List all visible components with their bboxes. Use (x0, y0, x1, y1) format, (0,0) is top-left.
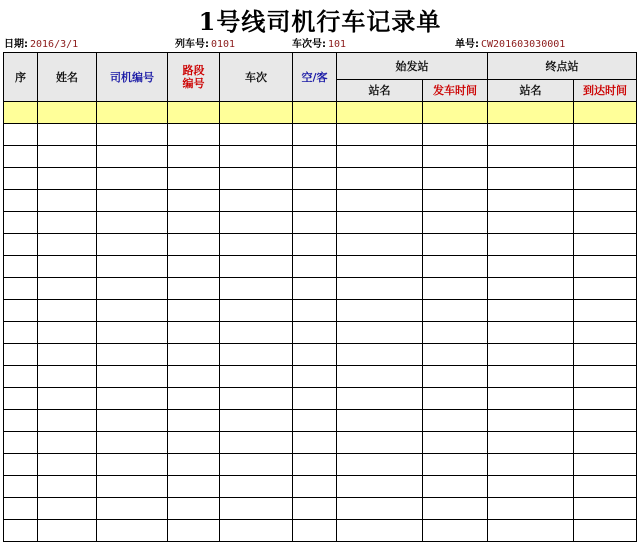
cell-empty-passenger[interactable] (293, 168, 337, 190)
cell-arrive-time[interactable] (574, 520, 637, 542)
cell-origin-station[interactable] (337, 256, 423, 278)
cell-seq[interactable] (4, 432, 38, 454)
cell-terminal-station[interactable] (488, 476, 574, 498)
cell-origin-station[interactable] (337, 278, 423, 300)
cell-name[interactable] (38, 388, 97, 410)
trip-number-value: 101 (328, 39, 347, 50)
cell-trip[interactable] (220, 432, 293, 454)
cell-driver-id[interactable] (97, 190, 168, 212)
trip-number-label: 车次号: (292, 39, 326, 50)
cell-driver-id[interactable] (97, 168, 168, 190)
cell-section-id[interactable] (168, 124, 220, 146)
cell-trip[interactable] (220, 322, 293, 344)
cell-origin-station[interactable] (337, 212, 423, 234)
cell-section-id[interactable] (168, 234, 220, 256)
table-row (4, 168, 637, 190)
cell-name[interactable] (38, 498, 97, 520)
cell-terminal-station[interactable] (488, 322, 574, 344)
cell-seq[interactable] (4, 322, 38, 344)
cell-driver-id[interactable] (97, 278, 168, 300)
cell-origin-station[interactable] (337, 454, 423, 476)
cell-origin-station[interactable] (337, 476, 423, 498)
cell-arrive-time[interactable] (574, 146, 637, 168)
cell-section-id[interactable] (168, 278, 220, 300)
cell-name[interactable] (38, 278, 97, 300)
cell-terminal-station[interactable] (488, 388, 574, 410)
cell-section-id[interactable] (168, 366, 220, 388)
cell-section-id[interactable] (168, 146, 220, 168)
cell-arrive-time[interactable] (574, 498, 637, 520)
cell-empty-passenger[interactable] (293, 190, 337, 212)
table-row (4, 366, 637, 388)
cell-empty-passenger[interactable] (293, 124, 337, 146)
cell-terminal-station[interactable] (488, 432, 574, 454)
cell-seq[interactable] (4, 366, 38, 388)
header-name: 姓名 (38, 53, 97, 102)
cell-seq[interactable] (4, 212, 38, 234)
table-row (4, 520, 637, 542)
cell-empty-passenger[interactable] (293, 388, 337, 410)
cell-depart-time[interactable] (423, 190, 488, 212)
table-row (4, 476, 637, 498)
cell-depart-time[interactable] (423, 256, 488, 278)
cell-origin-station[interactable] (337, 366, 423, 388)
cell-seq[interactable] (4, 498, 38, 520)
header-section-line2: 编号 (182, 77, 205, 90)
cell-empty-passenger[interactable] (293, 520, 337, 542)
cell-trip[interactable] (220, 212, 293, 234)
cell-trip[interactable] (220, 256, 293, 278)
cell-origin-station[interactable] (337, 146, 423, 168)
table-row (4, 278, 637, 300)
cell-trip[interactable] (220, 300, 293, 322)
cell-name[interactable] (38, 410, 97, 432)
cell-arrive-time[interactable] (574, 300, 637, 322)
cell-arrive-time[interactable] (574, 322, 637, 344)
cell-terminal-station[interactable] (488, 168, 574, 190)
cell-terminal-station[interactable] (488, 498, 574, 520)
header-driver-id: 司机编号 (97, 53, 168, 102)
table-row (4, 190, 637, 212)
cell-terminal-station[interactable] (488, 454, 574, 476)
cell-origin-station[interactable] (337, 234, 423, 256)
cell-name[interactable] (38, 366, 97, 388)
cell-origin-station[interactable] (337, 432, 423, 454)
cell-name[interactable] (38, 146, 97, 168)
cell-driver-id[interactable] (97, 146, 168, 168)
cell-name[interactable] (38, 520, 97, 542)
cell-seq[interactable] (4, 256, 38, 278)
cell-trip[interactable] (220, 498, 293, 520)
cell-arrive-time[interactable] (574, 388, 637, 410)
cell-trip[interactable] (220, 168, 293, 190)
cell-seq[interactable] (4, 146, 38, 168)
header-terminal-station: 站名 (488, 80, 574, 102)
cell-trip[interactable] (220, 190, 293, 212)
cell-section-id[interactable] (168, 410, 220, 432)
cell-trip[interactable] (220, 146, 293, 168)
table-row (4, 102, 637, 124)
table-row (4, 212, 637, 234)
header-arrive-time: 到达时间 (574, 80, 637, 102)
cell-name[interactable] (38, 476, 97, 498)
cell-empty-passenger[interactable] (293, 322, 337, 344)
cell-driver-id[interactable] (97, 344, 168, 366)
cell-terminal-station[interactable] (488, 366, 574, 388)
cell-empty-passenger[interactable] (293, 256, 337, 278)
cell-trip[interactable] (220, 410, 293, 432)
cell-trip[interactable] (220, 366, 293, 388)
cell-depart-time[interactable] (423, 520, 488, 542)
order-number-value: CW201603030001 (481, 39, 566, 50)
cell-driver-id[interactable] (97, 366, 168, 388)
cell-terminal-station[interactable] (488, 124, 574, 146)
cell-name[interactable] (38, 256, 97, 278)
cell-section-id[interactable] (168, 520, 220, 542)
table-body (4, 102, 637, 542)
cell-seq[interactable] (4, 344, 38, 366)
cell-origin-station[interactable] (337, 498, 423, 520)
cell-name[interactable] (38, 124, 97, 146)
cell-origin-station[interactable] (337, 168, 423, 190)
table-row (4, 322, 637, 344)
cell-origin-station[interactable] (337, 388, 423, 410)
cell-terminal-station[interactable] (488, 146, 574, 168)
cell-driver-id[interactable] (97, 234, 168, 256)
cell-origin-station[interactable] (337, 102, 423, 124)
cell-depart-time[interactable] (423, 432, 488, 454)
header-empty-passenger: 空/客 (293, 53, 337, 102)
cell-name[interactable] (38, 168, 97, 190)
cell-seq[interactable] (4, 410, 38, 432)
table-row (4, 454, 637, 476)
cell-terminal-station[interactable] (488, 278, 574, 300)
cell-origin-station[interactable] (337, 520, 423, 542)
cell-depart-time[interactable] (423, 168, 488, 190)
cell-trip[interactable] (220, 344, 293, 366)
cell-seq[interactable] (4, 300, 38, 322)
table-row (4, 498, 637, 520)
header-section-line1: 路段 (182, 64, 205, 77)
cell-trip[interactable] (220, 520, 293, 542)
cell-section-id[interactable] (168, 102, 220, 124)
cell-trip[interactable] (220, 454, 293, 476)
cell-depart-time[interactable] (423, 300, 488, 322)
cell-arrive-time[interactable] (574, 212, 637, 234)
cell-depart-time[interactable] (423, 322, 488, 344)
cell-trip[interactable] (220, 102, 293, 124)
cell-origin-station[interactable] (337, 344, 423, 366)
cell-depart-time[interactable] (423, 454, 488, 476)
cell-depart-time[interactable] (423, 344, 488, 366)
cell-terminal-station[interactable] (488, 520, 574, 542)
cell-trip[interactable] (220, 278, 293, 300)
cell-depart-time[interactable] (423, 476, 488, 498)
cell-arrive-time[interactable] (574, 190, 637, 212)
train-number-value: 0101 (211, 39, 236, 50)
cell-driver-id[interactable] (97, 300, 168, 322)
table-row (4, 146, 637, 168)
cell-arrive-time[interactable] (574, 234, 637, 256)
cell-empty-passenger[interactable] (293, 300, 337, 322)
cell-arrive-time[interactable] (574, 344, 637, 366)
header-origin-station: 站名 (337, 80, 423, 102)
cell-empty-passenger[interactable] (293, 454, 337, 476)
cell-empty-passenger[interactable] (293, 344, 337, 366)
cell-name[interactable] (38, 454, 97, 476)
train-number-label: 列车号: (175, 39, 209, 50)
cell-seq[interactable] (4, 168, 38, 190)
cell-section-id[interactable] (168, 300, 220, 322)
cell-empty-passenger[interactable] (293, 366, 337, 388)
cell-name[interactable] (38, 234, 97, 256)
header-origin: 始发站 (337, 53, 488, 80)
cell-terminal-station[interactable] (488, 212, 574, 234)
cell-depart-time[interactable] (423, 388, 488, 410)
date-label: 日期: (4, 39, 28, 50)
cell-origin-station[interactable] (337, 410, 423, 432)
cell-section-id[interactable] (168, 388, 220, 410)
cell-section-id[interactable] (168, 476, 220, 498)
cell-name[interactable] (38, 432, 97, 454)
cell-seq[interactable] (4, 454, 38, 476)
cell-name[interactable] (38, 322, 97, 344)
cell-empty-passenger[interactable] (293, 102, 337, 124)
order-number-label: 单号: (455, 39, 479, 50)
cell-driver-id[interactable] (97, 520, 168, 542)
cell-trip[interactable] (220, 476, 293, 498)
table-row (4, 300, 637, 322)
table-row (4, 344, 637, 366)
cell-seq[interactable] (4, 102, 38, 124)
cell-terminal-station[interactable] (488, 234, 574, 256)
table-row (4, 124, 637, 146)
cell-terminal-station[interactable] (488, 256, 574, 278)
cell-seq[interactable] (4, 234, 38, 256)
cell-seq[interactable] (4, 388, 38, 410)
cell-seq[interactable] (4, 520, 38, 542)
cell-section-id[interactable] (168, 322, 220, 344)
header-section-id (168, 53, 220, 102)
cell-driver-id[interactable] (97, 124, 168, 146)
cell-terminal-station[interactable] (488, 190, 574, 212)
cell-driver-id[interactable] (97, 256, 168, 278)
table-row (4, 410, 637, 432)
table-row (4, 234, 637, 256)
cell-section-id[interactable] (168, 256, 220, 278)
cell-trip[interactable] (220, 388, 293, 410)
cell-terminal-station[interactable] (488, 300, 574, 322)
cell-name[interactable] (38, 300, 97, 322)
cell-seq[interactable] (4, 190, 38, 212)
cell-arrive-time[interactable] (574, 256, 637, 278)
cell-origin-station[interactable] (337, 300, 423, 322)
header-trip: 车次 (220, 53, 293, 102)
cell-origin-station[interactable] (337, 124, 423, 146)
cell-empty-passenger[interactable] (293, 410, 337, 432)
driver-log-table (3, 52, 637, 542)
cell-driver-id[interactable] (97, 498, 168, 520)
cell-depart-time[interactable] (423, 366, 488, 388)
cell-arrive-time[interactable] (574, 454, 637, 476)
cell-name[interactable] (38, 102, 97, 124)
cell-seq[interactable] (4, 278, 38, 300)
cell-driver-id[interactable] (97, 388, 168, 410)
cell-arrive-time[interactable] (574, 476, 637, 498)
cell-empty-passenger[interactable] (293, 234, 337, 256)
cell-arrive-time[interactable] (574, 124, 637, 146)
cell-driver-id[interactable] (97, 212, 168, 234)
cell-section-id[interactable] (168, 454, 220, 476)
cell-empty-passenger[interactable] (293, 476, 337, 498)
cell-seq[interactable] (4, 476, 38, 498)
cell-arrive-time[interactable] (574, 102, 637, 124)
cell-section-id[interactable] (168, 212, 220, 234)
cell-origin-station[interactable] (337, 322, 423, 344)
cell-empty-passenger[interactable] (293, 212, 337, 234)
cell-arrive-time[interactable] (574, 432, 637, 454)
cell-driver-id[interactable] (97, 476, 168, 498)
table-row (4, 388, 637, 410)
date-field (4, 35, 78, 49)
train-number-field (175, 35, 235, 49)
cell-driver-id[interactable] (97, 102, 168, 124)
cell-arrive-time[interactable] (574, 278, 637, 300)
cell-trip[interactable] (220, 234, 293, 256)
cell-section-id[interactable] (168, 168, 220, 190)
cell-depart-time[interactable] (423, 410, 488, 432)
cell-empty-passenger[interactable] (293, 278, 337, 300)
header-depart-time: 发车时间 (423, 80, 488, 102)
table-row (4, 432, 637, 454)
date-value: 2016/3/1 (30, 39, 79, 50)
cell-driver-id[interactable] (97, 454, 168, 476)
cell-terminal-station[interactable] (488, 344, 574, 366)
cell-arrive-time[interactable] (574, 168, 637, 190)
cell-trip[interactable] (220, 124, 293, 146)
cell-seq[interactable] (4, 124, 38, 146)
cell-depart-time[interactable] (423, 278, 488, 300)
cell-origin-station[interactable] (337, 190, 423, 212)
cell-driver-id[interactable] (97, 432, 168, 454)
cell-depart-time[interactable] (423, 498, 488, 520)
cell-empty-passenger[interactable] (293, 432, 337, 454)
cell-terminal-station[interactable] (488, 102, 574, 124)
cell-name[interactable] (38, 190, 97, 212)
header-seq: 序 (4, 53, 38, 102)
cell-arrive-time[interactable] (574, 366, 637, 388)
cell-depart-time[interactable] (423, 146, 488, 168)
order-number-field (455, 35, 565, 49)
cell-driver-id[interactable] (97, 322, 168, 344)
cell-section-id[interactable] (168, 190, 220, 212)
cell-depart-time[interactable] (423, 102, 488, 124)
cell-terminal-station[interactable] (488, 410, 574, 432)
cell-depart-time[interactable] (423, 212, 488, 234)
page-title: 1号线司机行车记录单 (198, 7, 442, 36)
trip-number-field (292, 35, 346, 49)
cell-empty-passenger[interactable] (293, 146, 337, 168)
cell-empty-passenger[interactable] (293, 498, 337, 520)
cell-name[interactable] (38, 344, 97, 366)
cell-name[interactable] (38, 212, 97, 234)
cell-section-id[interactable] (168, 344, 220, 366)
cell-depart-time[interactable] (423, 124, 488, 146)
cell-depart-time[interactable] (423, 234, 488, 256)
table-row (4, 256, 637, 278)
cell-driver-id[interactable] (97, 410, 168, 432)
cell-section-id[interactable] (168, 498, 220, 520)
cell-arrive-time[interactable] (574, 410, 637, 432)
header-terminal: 终点站 (488, 53, 637, 80)
cell-section-id[interactable] (168, 432, 220, 454)
